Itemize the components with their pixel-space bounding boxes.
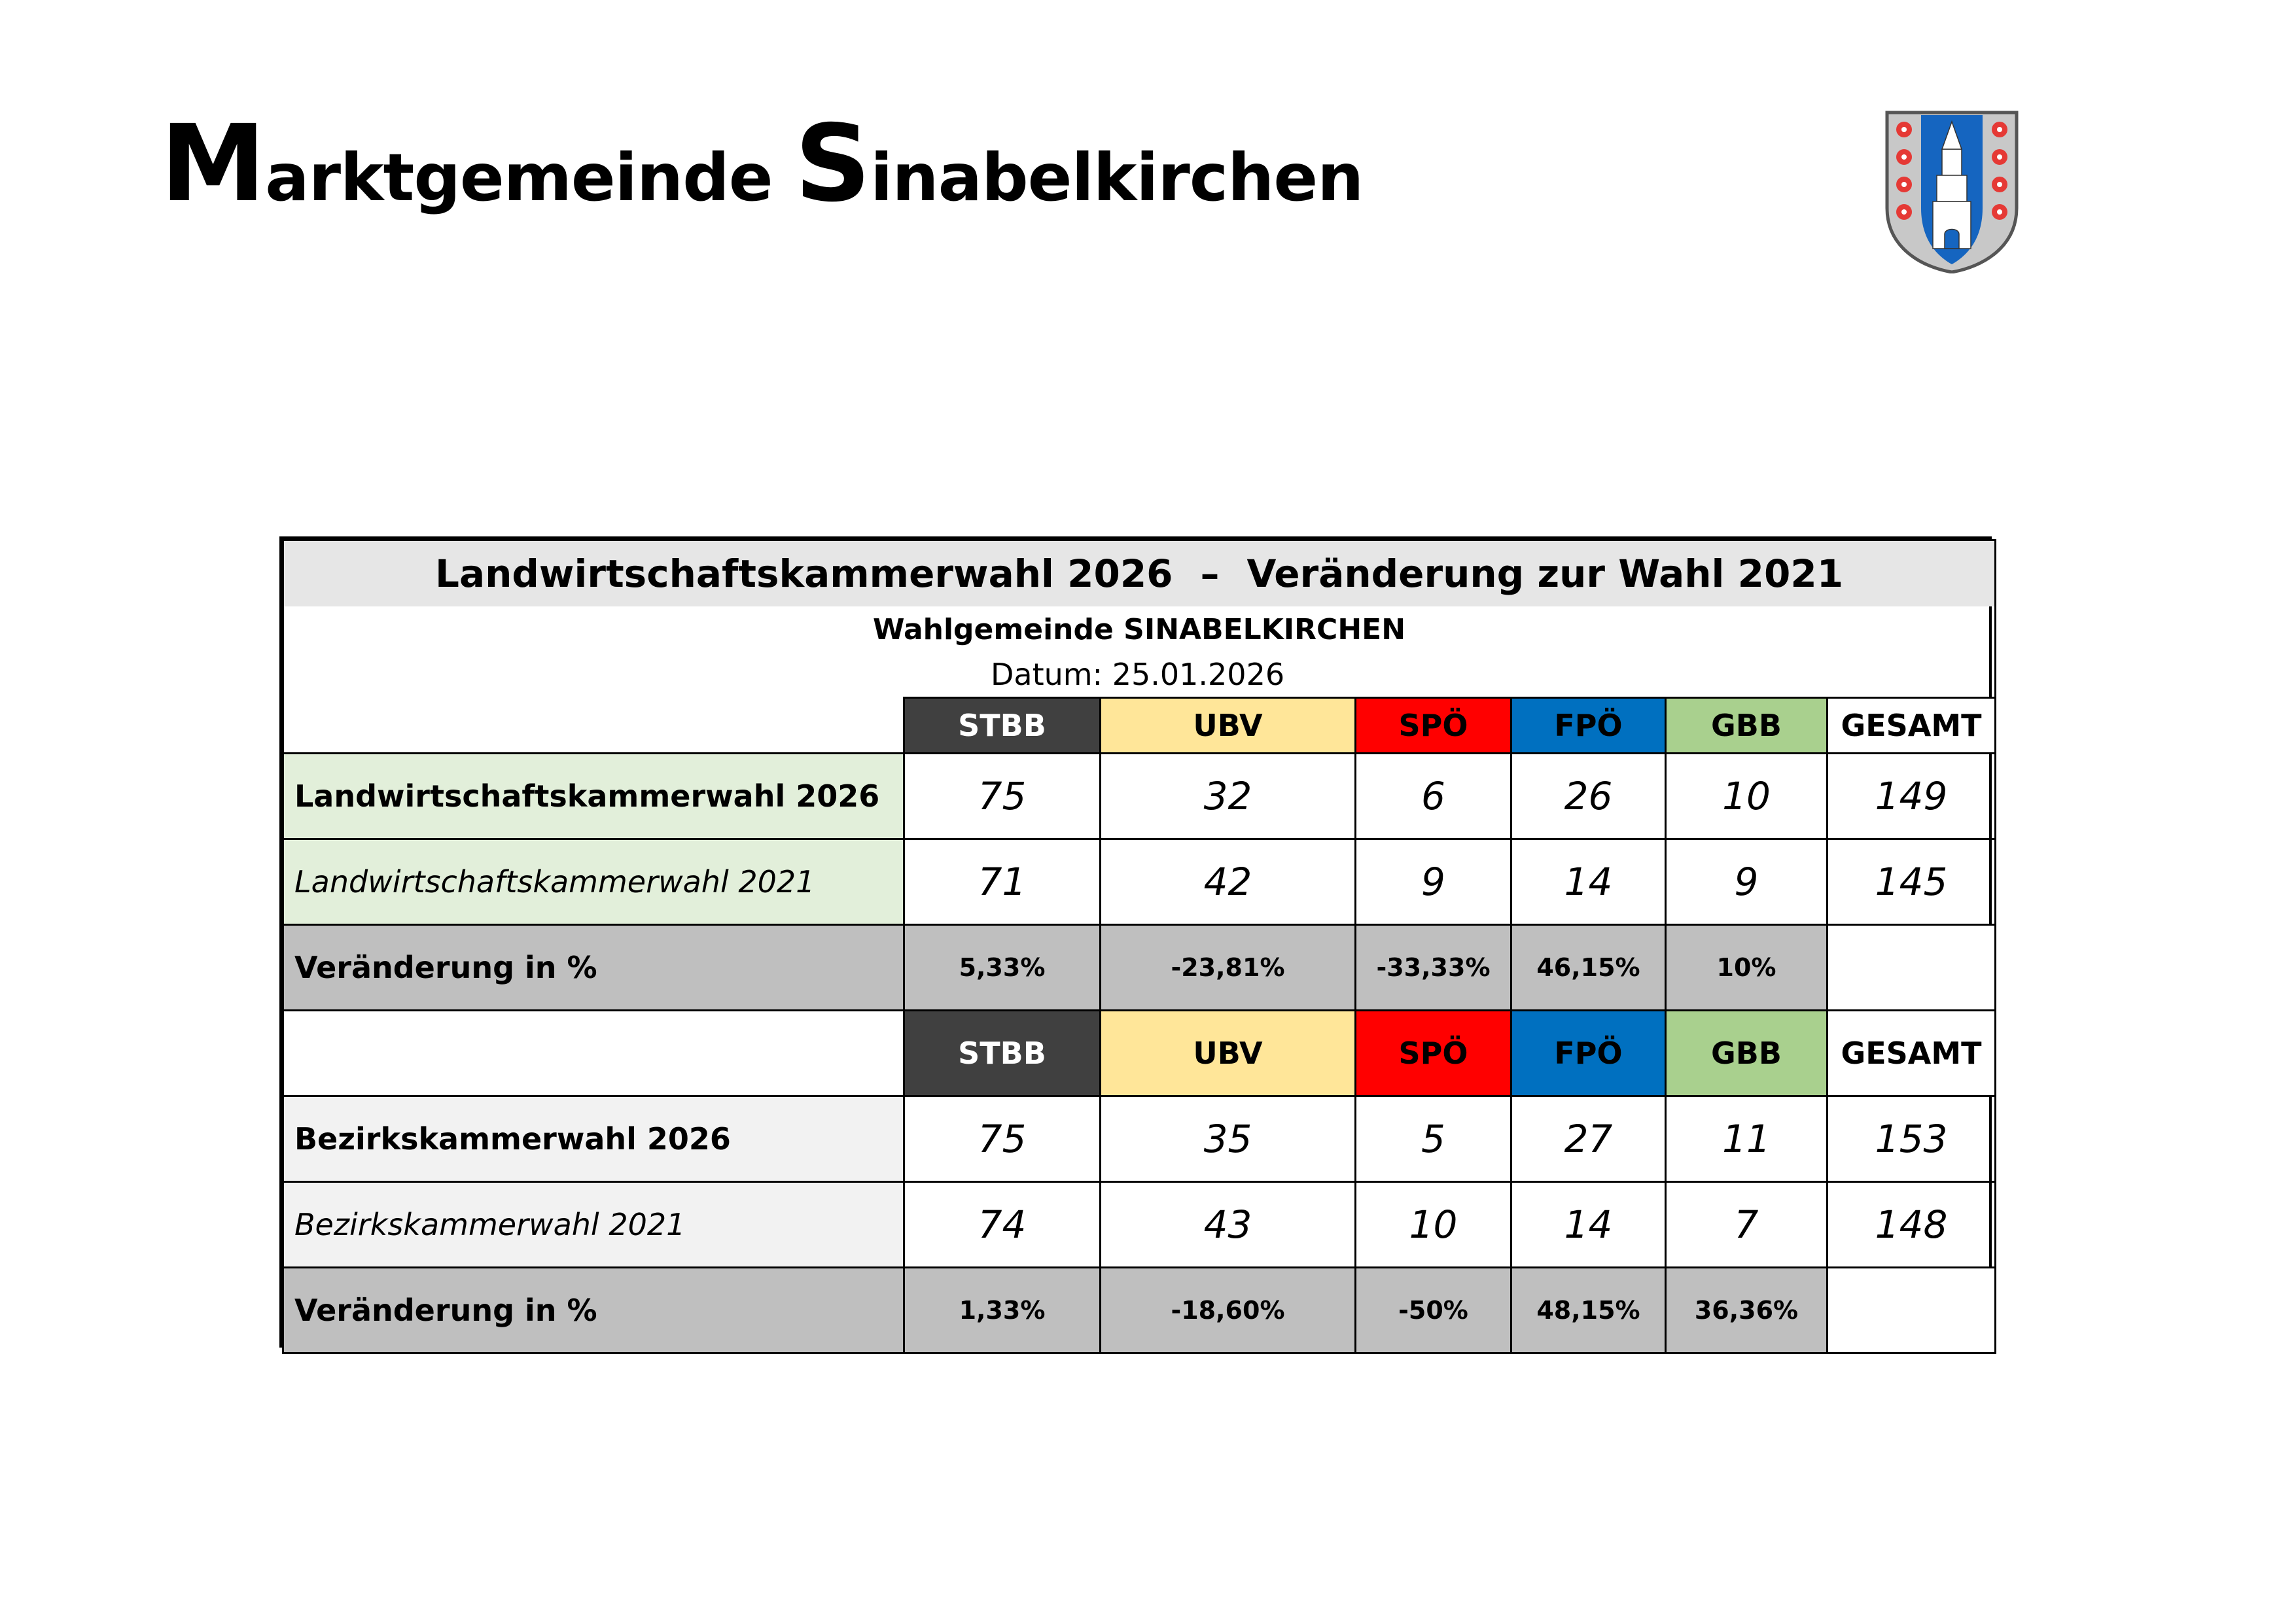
party-header-stbb: STBB — [904, 698, 1101, 754]
table-subtitle: Wahlgemeinde SINABELKIRCHEN — [283, 606, 1996, 652]
cell-lk-change-spoe: -33,33% — [1356, 925, 1511, 1011]
page-title — [160, 103, 1364, 226]
cell-lk-2021-ubv: 42 — [1101, 839, 1356, 925]
table-row-lk-2021 — [283, 839, 1996, 925]
cell-bk-2021-gesamt: 148 — [1828, 1182, 1996, 1268]
title-initial-s: S — [794, 103, 871, 226]
cell-lk-2026-ubv: 32 — [1101, 754, 1356, 839]
cell-bk-change-gbb: 36,36% — [1666, 1268, 1828, 1353]
title-part-2: inabelkirchen — [870, 139, 1364, 216]
table-row-lk-change — [283, 925, 1996, 1011]
cell-bk-2021-spoe: 10 — [1356, 1182, 1511, 1268]
party-header-gesamt: GESAMT — [1828, 698, 1996, 754]
cell-lk-2026-gesamt: 149 — [1828, 754, 1996, 839]
title-part-1: arktgemeinde — [265, 139, 795, 216]
table-title-dash: – — [1200, 551, 1220, 596]
cell-lk-2021-gesamt: 145 — [1828, 839, 1996, 925]
cell-lk-2021-gbb: 9 — [1666, 839, 1828, 925]
party-header-fpoe: FPÖ — [1511, 698, 1666, 754]
cell-lk-2021-fpoe: 14 — [1511, 839, 1666, 925]
cell-bk-2021-ubv: 43 — [1101, 1182, 1356, 1268]
party-header-row-2 — [283, 1011, 1996, 1096]
cell-lk-change-stbb: 5,33% — [904, 925, 1101, 1011]
row-label-bk-change: Veränderung in % — [283, 1268, 904, 1353]
row-label-bk-2026: Bezirkskammerwahl 2026 — [283, 1096, 904, 1182]
party-header-ubv: UBV — [1101, 698, 1356, 754]
cell-bk-change-fpoe: 48,15% — [1511, 1268, 1666, 1353]
party-header-fpoe-2: FPÖ — [1511, 1011, 1666, 1096]
cell-lk-2026-gbb: 10 — [1666, 754, 1828, 839]
party-header-spoe: SPÖ — [1356, 698, 1511, 754]
cell-lk-change-ubv: -23,81% — [1101, 925, 1356, 1011]
party-header-ubv-2: UBV — [1101, 1011, 1356, 1096]
party-header-row-1 — [283, 698, 1996, 754]
party-header-spoe-2: SPÖ — [1356, 1011, 1511, 1096]
results-table — [279, 536, 1992, 1348]
party-header-stbb-2: STBB — [904, 1011, 1101, 1096]
cell-bk-2021-gbb: 7 — [1666, 1182, 1828, 1268]
table-title — [283, 540, 1996, 607]
table-row-bk-change — [283, 1268, 1996, 1353]
cell-bk-change-ubv: -18,60% — [1101, 1268, 1356, 1353]
cell-bk-2021-stbb: 74 — [904, 1182, 1101, 1268]
party-header-gbb: GBB — [1666, 698, 1828, 754]
cell-lk-change-gesamt — [1828, 925, 1996, 1011]
cell-bk-2026-spoe: 5 — [1356, 1096, 1511, 1182]
row-label-bk-2021: Bezirkskammerwahl 2021 — [283, 1182, 904, 1268]
cell-lk-2026-spoe: 6 — [1356, 754, 1511, 839]
header-blank-cell-2 — [283, 1011, 904, 1096]
table-row-bk-2026 — [283, 1096, 1996, 1182]
row-label-lk-2026: Landwirtschaftskammerwahl 2026 — [283, 754, 904, 839]
table-row-lk-2026 — [283, 754, 1996, 839]
cell-lk-2026-stbb: 75 — [904, 754, 1101, 839]
cell-lk-change-gbb: 10% — [1666, 925, 1828, 1011]
title-initial-m: M — [160, 103, 266, 226]
cell-bk-2026-gesamt: 153 — [1828, 1096, 1996, 1182]
coat-of-arms-icon — [1884, 110, 2019, 273]
table-title-row — [283, 540, 1996, 607]
cell-bk-2026-ubv: 35 — [1101, 1096, 1356, 1182]
cell-bk-change-spoe: -50% — [1356, 1268, 1511, 1353]
cell-lk-2021-stbb: 71 — [904, 839, 1101, 925]
header-blank-cell — [283, 698, 904, 754]
table-title-left: Landwirtschaftskammerwahl 2026 — [434, 551, 1173, 596]
cell-bk-2026-fpoe: 27 — [1511, 1096, 1666, 1182]
row-label-lk-2021: Landwirtschaftskammerwahl 2021 — [283, 839, 904, 925]
cell-lk-2021-spoe: 9 — [1356, 839, 1511, 925]
cell-bk-2021-fpoe: 14 — [1511, 1182, 1666, 1268]
cell-bk-2026-stbb: 75 — [904, 1096, 1101, 1182]
row-label-lk-change: Veränderung in % — [283, 925, 904, 1011]
party-header-gbb-2: GBB — [1666, 1011, 1828, 1096]
cell-lk-change-fpoe: 46,15% — [1511, 925, 1666, 1011]
cell-lk-2026-fpoe: 26 — [1511, 754, 1666, 839]
party-header-gesamt-2: GESAMT — [1828, 1011, 1996, 1096]
table-date: Datum: 25.01.2026 — [283, 652, 1996, 698]
table-date-row — [283, 652, 1996, 698]
cell-bk-change-gesamt — [1828, 1268, 1996, 1353]
cell-bk-2026-gbb: 11 — [1666, 1096, 1828, 1182]
table-title-right: Veränderung zur Wahl 2021 — [1246, 551, 1844, 596]
table-row-bk-2021 — [283, 1182, 1996, 1268]
table-subtitle-row — [283, 606, 1996, 652]
cell-bk-change-stbb: 1,33% — [904, 1268, 1101, 1353]
